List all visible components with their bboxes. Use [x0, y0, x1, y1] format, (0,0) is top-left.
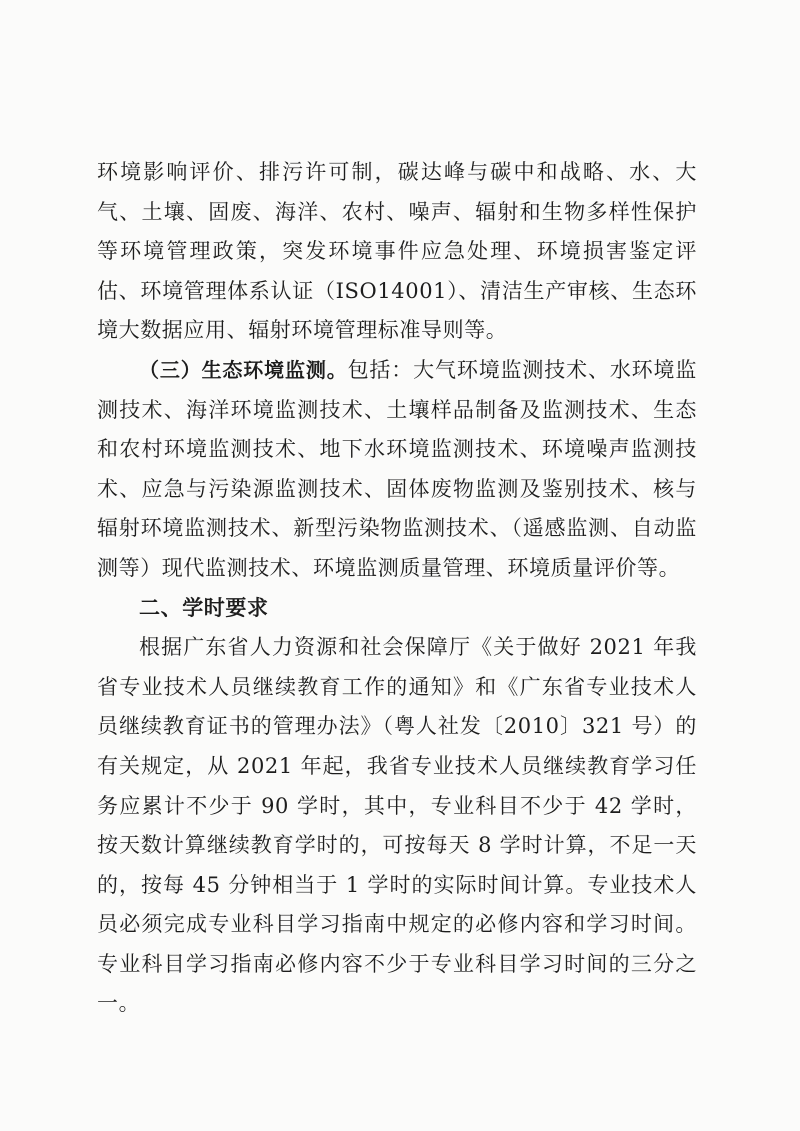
document-body — [97, 153, 697, 1024]
paragraph-environmental-management: 环境影响评价、排污许可制，碳达峰与碳中和战略、水、大气、土壤、固废、海洋、农村、噪声、辐射和生物多样性保护等环境管理政策，突发环境事件应急处理、环境损害鉴定评估、环境管理体系认证（ISO14001）、清洁生产审核、生态环境大数据应用、辐射环境管理标准导则等。 — [97, 160, 697, 343]
section-heading-study-hours: 二、学时要求 — [139, 595, 269, 620]
paragraph-study-hours: 根据广东省人力资源和社会保障厅《关于做好 2021 年我省专业技术人员继续教育工作的通知》和《广东省专业技术人员继续教育证书的管理办法》（粤人社发〔2010〕321 号）的有关规定，从 2021 年起，我省专业技术人员继续教育学习任务应累计不少于 90 学时，其中，专业科目不少于 42 学时，按天数计算继续教育学时的，可按每天 8 学时计算，不足一天的，按每 45 分钟相当于 1 学时的实际时间计算。专业技术人员必须完成专业科目学习指南中规定的必修内容和学习时间。专业科目学习指南必修内容不少于专业科目学习时间的三分之一。 — [97, 635, 697, 1016]
paragraph-ecological-monitoring — [97, 351, 697, 589]
subsection-text-ecological-monitoring: 包括：大气环境监测技术、水环境监测技术、海洋环境监测技术、土壤样品制备及监测技术、生态和农村环境监测技术、地下水环境监测技术、环境噪声监测技术、应急与污染源监测技术、固体废物监测及鉴别技术、核与辐射环境监测技术、新型污染物监测技术、（遥感监测、自动监测等）现代监测技术、环境监测质量管理、环境质量评价等。 — [97, 357, 697, 580]
subsection-heading-ecological-monitoring: （三）生态环境监测。 — [139, 357, 348, 382]
